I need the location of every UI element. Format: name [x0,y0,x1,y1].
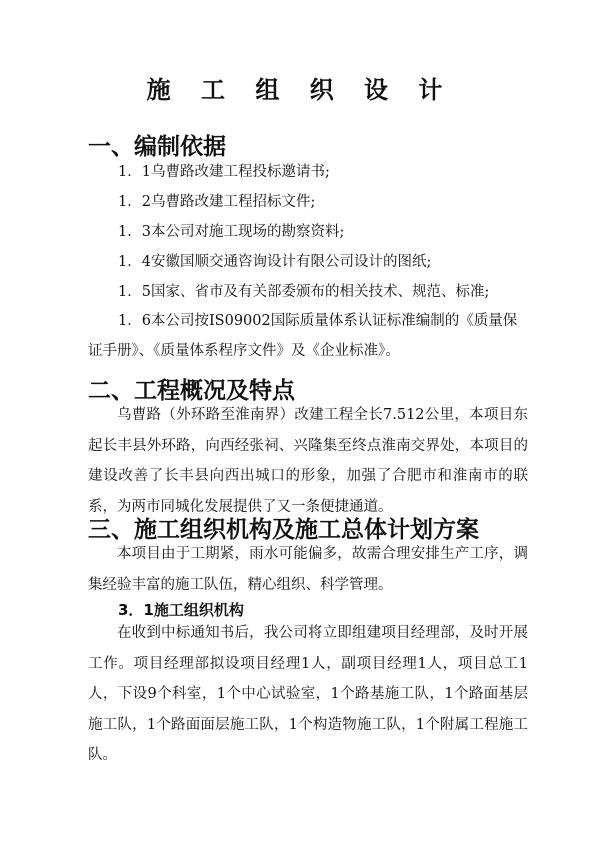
section-heading-basis: 一、编制依据 [88,134,226,160]
basis-item: 1．6本公司按IS09002国际质量体系认证标准编制的《质量保证手册》、《质量体系程序文件》及《企业标准》。 [88,313,518,359]
subsection-paragraph: 在收到中标通知书后，我公司将立即组建项目经理部，及时开展工作。项目经理部拟设项目经理1人，副项目经理1人，项目总工1人，下设9个科室，1个中心试验室，1个路基施工队，1个路面基层施工队，1个路面面层施工队，1个构造物施工队，1个附属工程施工队。 [88,625,528,763]
organization-paragraph: 本项目由于工期紧，雨水可能偏多，故需合理安排生产工序，调集经验丰富的施工队伍，精心组织、科学管理。 [88,546,528,593]
basis-item: 1．5国家、省市及有关部委颁布的相关技术、规范、标准; [118,284,490,300]
section-heading-overview: 二、工程概况及特点 [88,378,295,404]
basis-item: 1．2乌曹路改建工程招标文件; [118,194,316,210]
subsection-heading: 3．1施工组织机构 [118,601,244,619]
basis-item: 1．4安徽国顺交通咨询设计有限公司设计的图纸; [118,254,432,270]
overview-paragraph: 乌曹路（外环路至淮南界）改建工程全长7.512公里，本项目东起长丰县外环路，向西经张祠、兴隆集至终点淮南交界处，本项目的建设改善了长丰县向西出城口的形象，加强了合肥市和淮南市的联系，为两市同城化发展提供了又一条便捷通道。 [88,407,528,515]
basis-item: 1．1乌曹路改建工程投标邀请书; [118,164,330,180]
basis-item: 1．3本公司对施工现场的勘察资料; [118,224,345,240]
section-heading-organization: 三、施工组织机构及施工总体计划方案 [88,517,479,543]
document-title: 施 工 组 织 设 计 [146,75,454,104]
